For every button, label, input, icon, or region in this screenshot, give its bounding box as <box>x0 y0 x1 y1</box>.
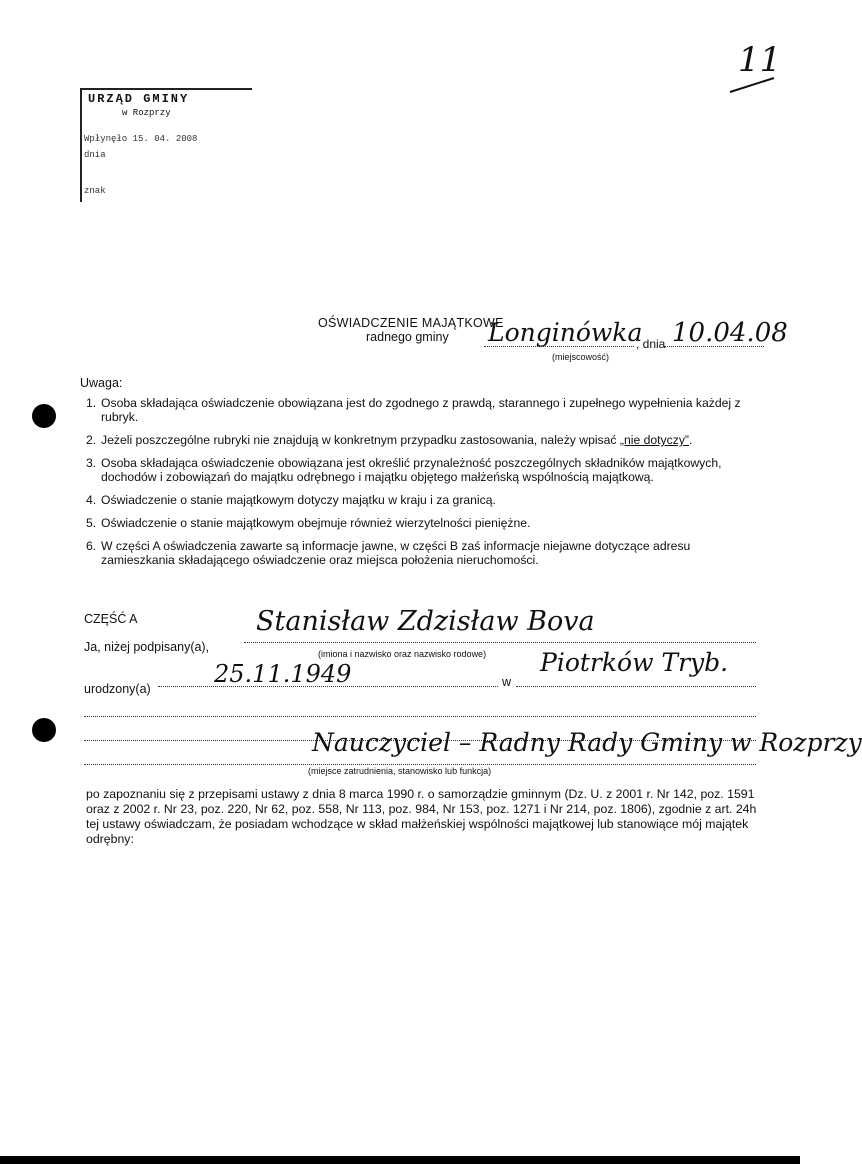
statement-paragraph: po zapoznaniu się z przepisami ustawy z dnia 8 marca 1990 r. o samorządzie gminnym (Dz. U. z 2001 r. Nr 142, poz. 1591 oraz z 2002 r. Nr 23, poz. 220, Nr 62, poz. 558, Nr 113, poz. 984, Nr 153, poz. 1271 i Nr 214, poz. 1806), zgodnie z art. 24h tej ustawy oświadczam, że posiadam wchodzące w skład małżeńskiej wspólności majątkowej lub stanowiące mój majątek odrębny: <box>86 787 757 846</box>
handwritten-name: Stanisław Zdzisław Bova <box>256 606 595 637</box>
birth-place-label: w <box>502 675 512 689</box>
punch-hole-top <box>32 404 56 428</box>
notes-heading: Uwaga: <box>80 376 123 390</box>
office-stamp <box>80 88 252 202</box>
list-item: 5. Oświadczenie o stanie majątkowym obejmuje również wierzytelności pieniężne. <box>86 516 531 530</box>
blank-dotted-line <box>84 716 756 717</box>
name-caption: (imiona i nazwisko oraz nazwisko rodowe) <box>318 649 487 659</box>
date-dotted-line <box>664 346 764 347</box>
job-dotted-line <box>84 764 756 765</box>
page-number-underline <box>730 40 780 100</box>
list-item: 3. Osoba składająca oświadczenie obowiązana jest określić przynależność poszczególnych składników majątkowych, dochodów i zobowiązań do majątku odrębnego i majątku objętego małżeńską wspólnością majątkową. <box>86 456 722 484</box>
born-label: urodzony(a) <box>84 682 151 696</box>
handwritten-page-number: 11 <box>730 40 780 100</box>
list-item: 1. Osoba składająca oświadczenie obowiązana jest do zgodnego z prawdą, starannego i zupełnego wypełnienia każdej z rubryk. <box>86 396 741 424</box>
job-caption: (miejsce zatrudnienia, stanowisko lub funkcja) <box>308 766 492 776</box>
notes-list <box>86 396 756 576</box>
punch-hole-bottom <box>32 718 56 742</box>
name-dotted-line <box>244 642 756 643</box>
stamp-znak: znak <box>84 186 106 196</box>
place-caption: (miejscowość) <box>552 352 610 362</box>
handwritten-birth-date: 25.11.1949 <box>214 660 352 688</box>
not-applicable-phrase: „nie dotyczy” <box>619 433 689 447</box>
document-subtitle: radnego gminy <box>366 330 449 344</box>
part-a-heading: CZĘŚĆ A <box>84 612 138 626</box>
date-label: , dnia <box>636 337 666 351</box>
stamp-received-date: Wpłynęło 15. 04. 2008 <box>84 134 198 144</box>
signed-label: Ja, niżej podpisany(a), <box>84 640 210 654</box>
handwritten-job: Nauczyciel – Radny Rady Gminy w Rozprzy <box>312 728 862 757</box>
scan-bottom-edge <box>0 1156 800 1164</box>
birth-place-dotted-line <box>516 686 756 687</box>
place-dotted-line <box>484 346 634 347</box>
handwritten-birth-place: Piotrków Tryb. <box>540 648 729 677</box>
list-item: 6. W części A oświadczenia zawarte są informacje jawne, w części B zaś informacje niejawne dotyczące adresu zamieszkania składającego oświadczenie oraz miejsca położenia nieruchomości. <box>86 539 691 567</box>
stamp-dnia: dnia <box>84 150 106 160</box>
document-title: OŚWIADCZENIE MAJĄTKOWE <box>318 316 504 330</box>
handwritten-place: Longinówka <box>488 318 643 347</box>
list-item: 2. Jeżeli poszczególne rubryki nie znajdują w konkretnym przypadku zastosowania, należy wpisać „nie dotyczy”. <box>86 433 693 447</box>
stamp-office-name: URZĄD GMINY <box>88 92 190 106</box>
list-item: 4. Oświadczenie o stanie majątkowym dotyczy majątku w kraju i za granicą. <box>86 493 496 507</box>
stamp-town: w Rozprzy <box>122 108 171 118</box>
handwritten-date: 10.04.08 <box>672 318 788 348</box>
